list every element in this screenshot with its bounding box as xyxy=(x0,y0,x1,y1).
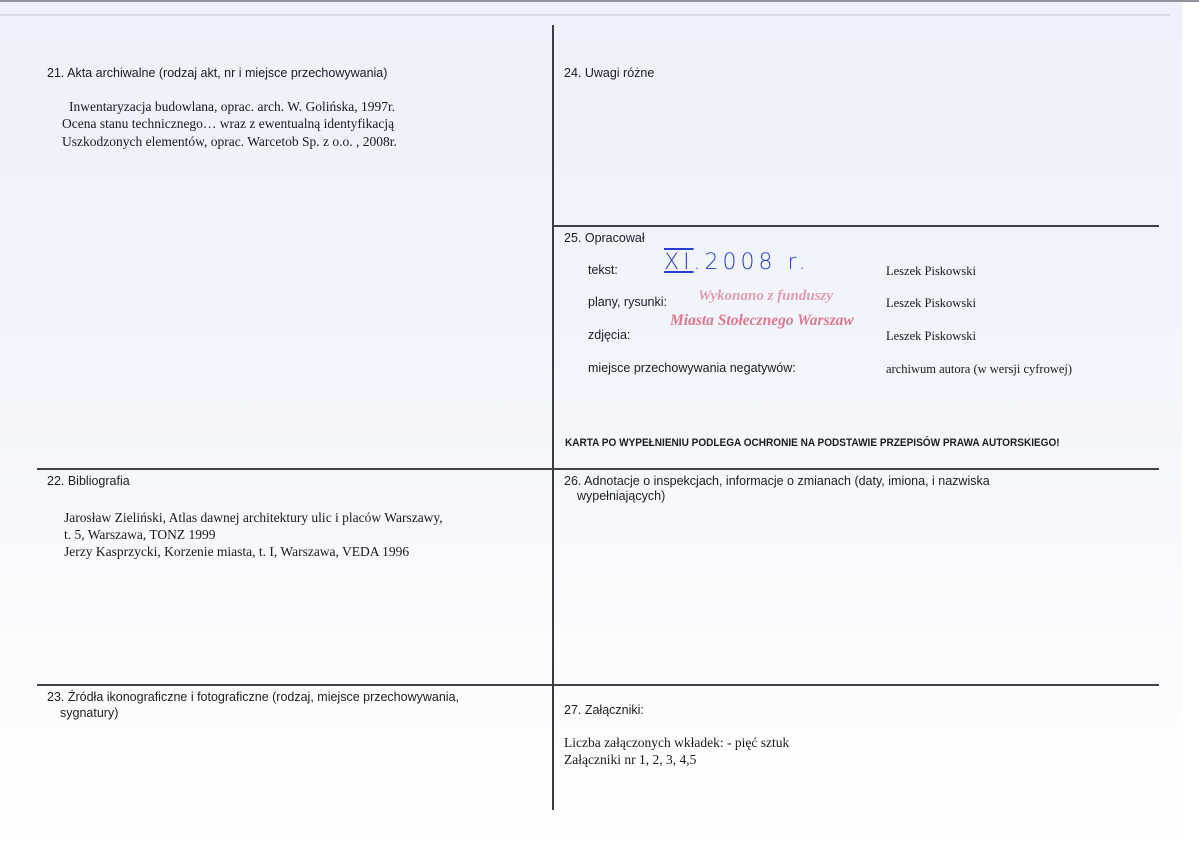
section-26-title-line-2: wypełniających) xyxy=(577,489,666,503)
scan-top-edge xyxy=(0,0,1199,2)
section-26-title-line-1: 26. Adnotacje o inspekcjach, informacje o zmianach (daty, imiona, i nazwiska xyxy=(564,474,990,488)
author-plans-label: plany, rysunki: xyxy=(588,295,667,309)
handwritten-year: .2008 r. xyxy=(693,250,810,275)
section-21-line-3: Uszkodzonych elementów, oprac. Warcetob Sp. z o.o. , 2008r. xyxy=(62,134,397,149)
author-photos-value: Leszek Piskowski xyxy=(886,329,976,343)
column-divider xyxy=(552,25,554,810)
section-21-line-1: Inwentaryzacja budowlana, oprac. arch. W. Golińska, 1997r. xyxy=(69,99,396,114)
author-photos-label: zdjęcia: xyxy=(588,328,631,342)
section-27-title: 27. Załączniki: xyxy=(564,703,644,717)
negatives-storage-value: archiwum autora (w wersji cyfrowej) xyxy=(886,362,1073,376)
section-22-line-1: Jarosław Zieliński, Atlas dawnej architektury ulic i placów Warszawy, xyxy=(64,510,443,525)
section-25-title: 25. Opracował xyxy=(564,231,645,245)
negatives-storage-label: miejsce przechowywania negatywów: xyxy=(588,361,796,375)
section-23-title-line-2: sygnatury) xyxy=(60,706,119,720)
divider-21-22 xyxy=(37,468,1159,470)
section-22-line-2: t. 5, Warszawa, TONZ 1999 xyxy=(64,527,216,542)
copyright-notice: KARTA PO WYPEŁNIENIU PODLEGA OCHRONIE NA PODSTAWIE PRZEPISÓW PRAWA AUTORSKIEGO! xyxy=(565,437,1060,449)
divider-22-23 xyxy=(37,684,1159,686)
section-22-line-3: Jerzy Kasprzycki, Korzenie miasta, t. I, Warszawa, VEDA 1996 xyxy=(64,544,410,559)
section-22-title: 22. Bibliografia xyxy=(47,474,130,488)
author-plans-value: Leszek Piskowski xyxy=(886,296,976,310)
author-text-value: Leszek Piskowski xyxy=(886,264,976,278)
scan-margin xyxy=(1182,0,1199,851)
author-text-label: tekst: xyxy=(588,263,618,277)
divider-24-25 xyxy=(552,225,1159,227)
funding-stamp-line-2: Miasta Stołecznego Warszaw xyxy=(670,312,854,329)
section-21-line-2: Ocena stanu technicznego… wraz z ewentualną identyfikacją xyxy=(62,116,395,131)
handwritten-date xyxy=(664,250,810,275)
paper-fold-line xyxy=(0,14,1170,16)
section-24-title: 24. Uwagi różne xyxy=(564,66,655,80)
handwritten-month: XI xyxy=(664,250,694,275)
section-27-line-1: Liczba załączonych wkładek: - pięć sztuk xyxy=(564,735,790,750)
section-27-line-2: Załączniki nr 1, 2, 3, 4,5 xyxy=(564,752,697,767)
funding-stamp-line-1: Wykonano z funduszy xyxy=(698,288,834,304)
section-21-title: 21. Akta archiwalne (rodzaj akt, nr i miejsce przechowywania) xyxy=(47,66,388,80)
section-23-title-line-1: 23. Źródła ikonograficzne i fotograficzne (rodzaj, miejsce przechowywania, xyxy=(47,690,459,704)
